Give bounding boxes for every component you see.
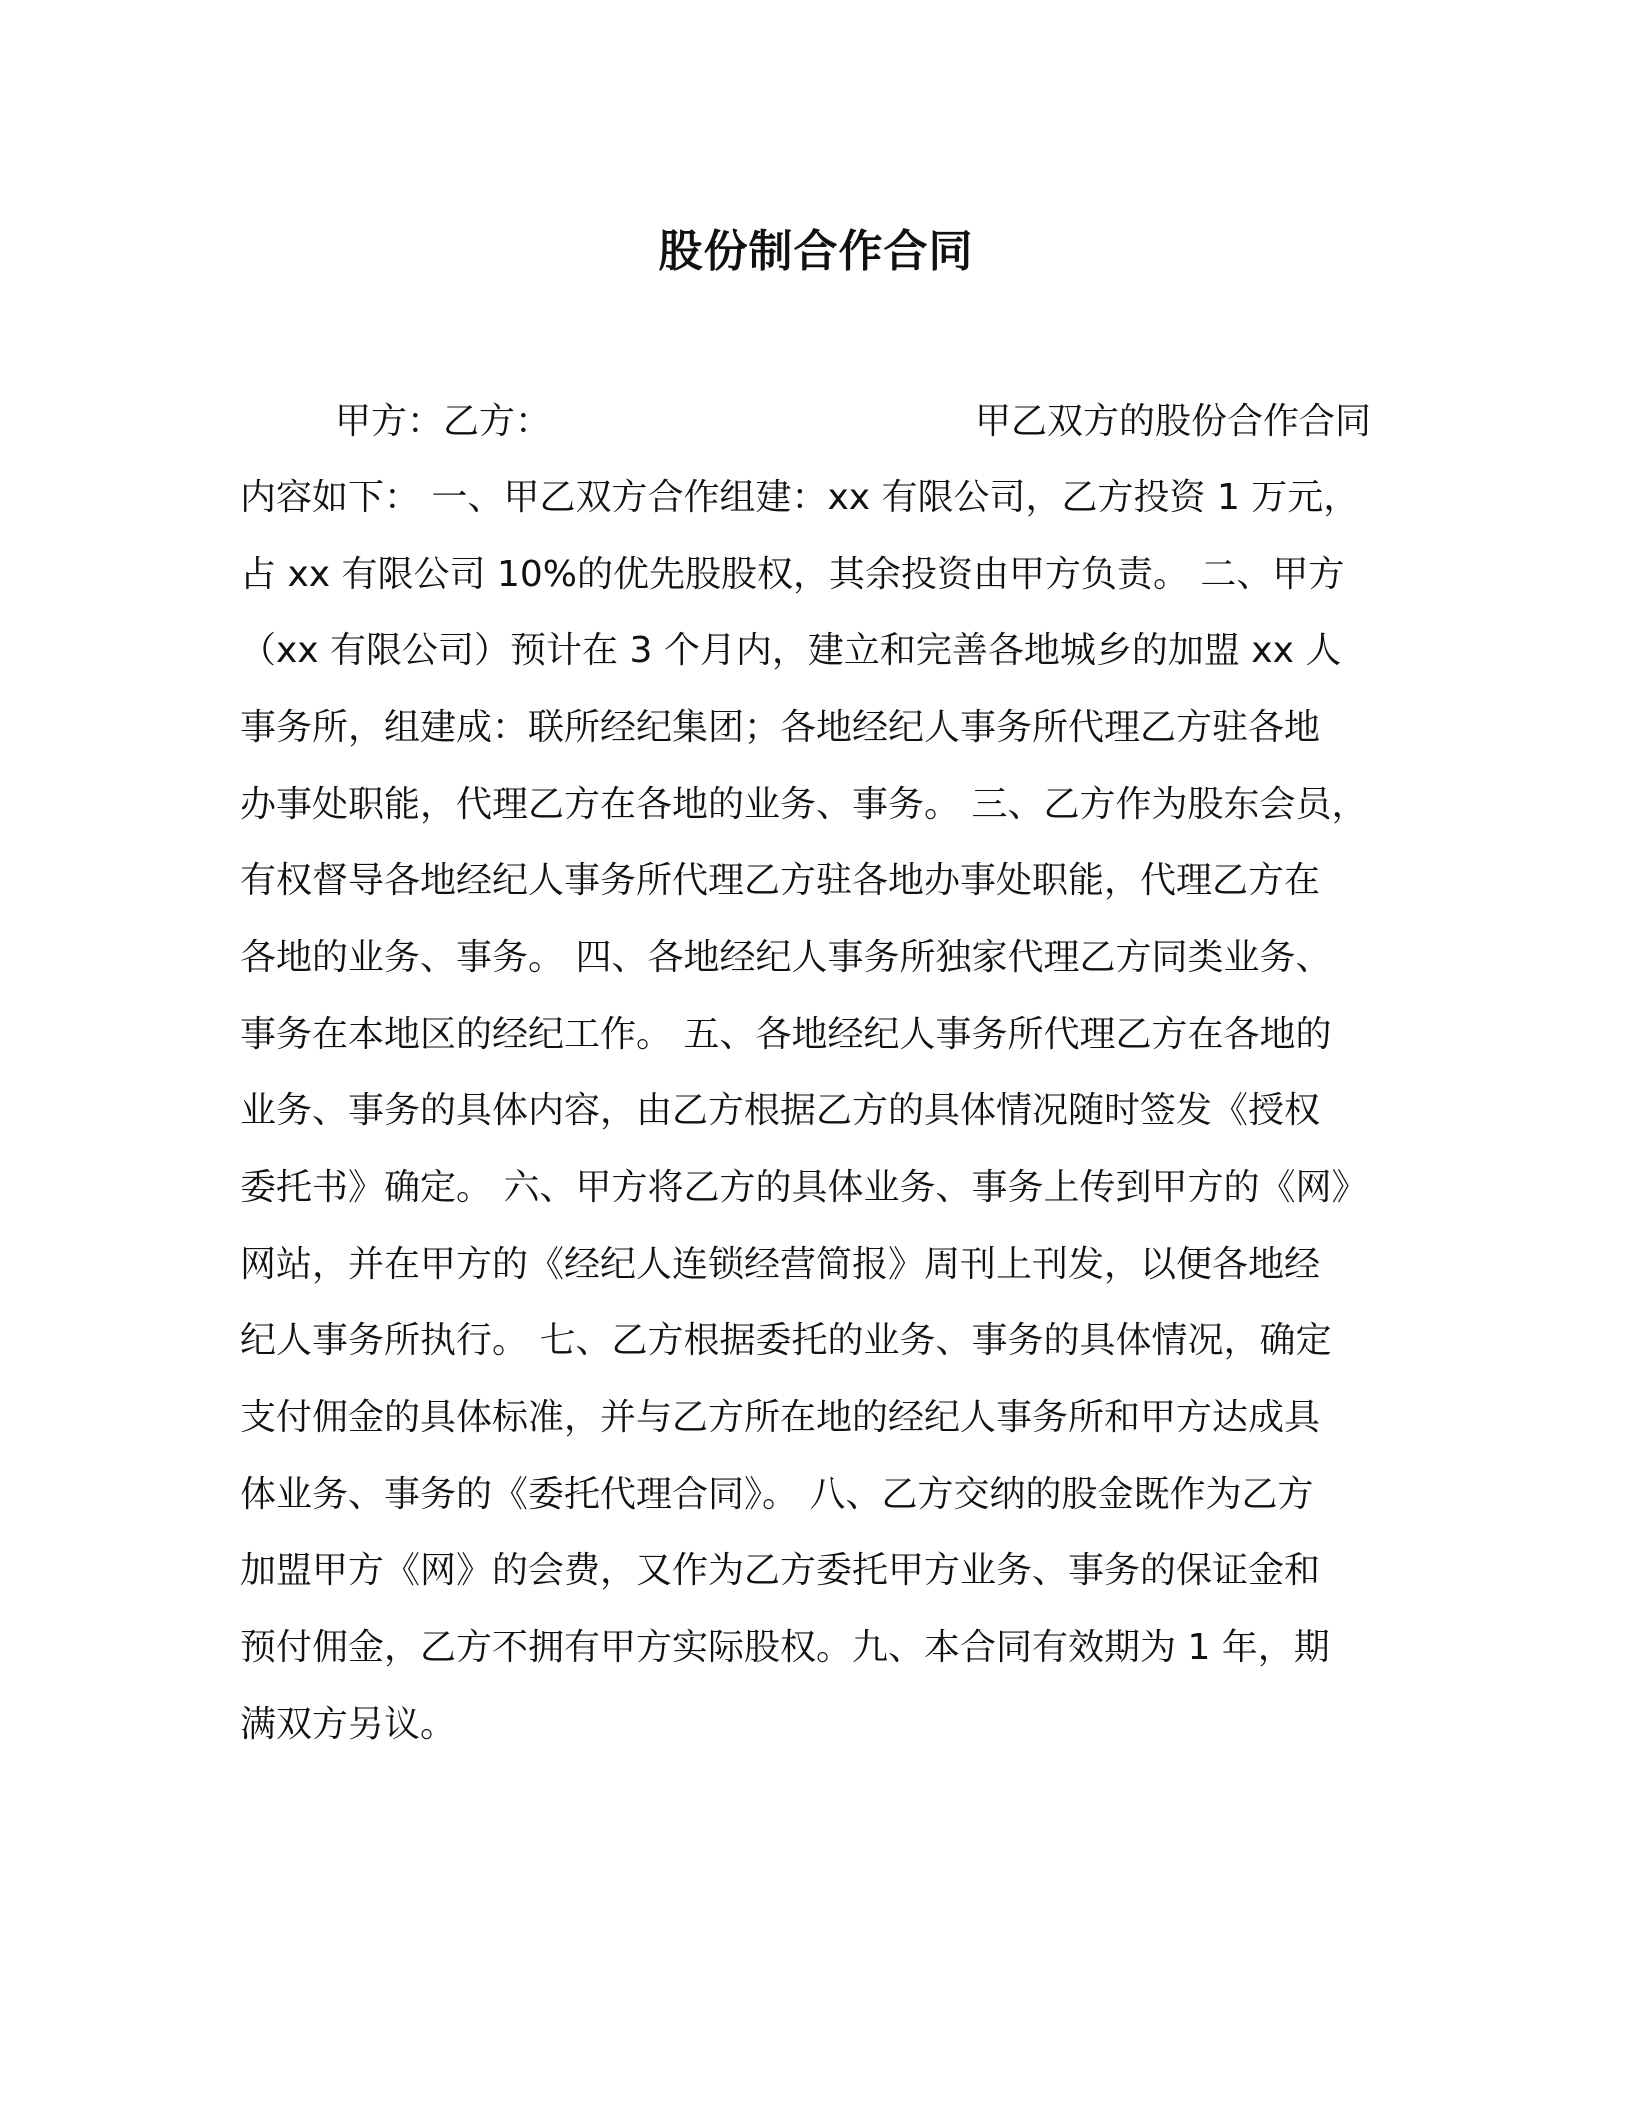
body-line: 委托书》确定。 六、甲方将乙方的具体业务、事务上传到甲方的《网》 (240, 1167, 1368, 1208)
body-line: 纪人事务所执行。 七、乙方根据委托的业务、事务的具体情况，确定 (240, 1320, 1332, 1361)
contract-intro: 甲乙双方的股份合作合同 (975, 401, 1372, 442)
body-line: 办事处职能，代理乙方在各地的业务、事务。 三、乙方作为股东会员， (240, 784, 1368, 825)
body-line: 加盟甲方《网》的会费，又作为乙方委托甲方业务、事务的保证金和 (240, 1550, 1321, 1591)
body-line: 占 xx 有限公司 10%的优先股股权，其余投资由甲方负责。 二、甲方 (240, 554, 1345, 595)
body-line: 满双方另议。 (240, 1704, 457, 1745)
body-line: 支付佣金的具体标准，并与乙方所在地的经纪人事务所和甲方达成具 (240, 1397, 1321, 1438)
body-line: 业务、事务的具体内容，由乙方根据乙方的具体情况随时签发《授权 (240, 1090, 1321, 1131)
body-line: 体业务、事务的《委托代理合同》。 八、乙方交纳的股金既作为乙方 (240, 1474, 1314, 1515)
body-line: 各地的业务、事务。 四、各地经纪人事务所独家代理乙方同类业务、 (240, 937, 1332, 978)
document-title: 股份制合作合同 (658, 226, 974, 277)
body-line: 事务在本地区的经纪工作。 五、各地经纪人事务所代理乙方在各地的 (240, 1014, 1332, 1055)
body-line: 内容如下： 一、甲乙双方合作组建：xx 有限公司，乙方投资 1 万元， (240, 477, 1360, 518)
party-labels: 甲方：乙方： (335, 401, 552, 442)
body-line: （xx 有限公司）预计在 3 个月内，建立和完善各地城乡的加盟 xx 人 (240, 630, 1342, 671)
body-line: 网站，并在甲方的《经纪人连锁经营简报》周刊上刊发，以便各地经 (240, 1244, 1321, 1285)
body-line: 事务所，组建成：联所经纪集团；各地经纪人事务所代理乙方驻各地 (240, 707, 1321, 748)
body-line: 预付佣金，乙方不拥有甲方实际股权。九、本合同有效期为 1 年，期 (240, 1627, 1330, 1668)
body-line: 有权督导各地经纪人事务所代理乙方驻各地办事处职能，代理乙方在 (240, 860, 1321, 901)
